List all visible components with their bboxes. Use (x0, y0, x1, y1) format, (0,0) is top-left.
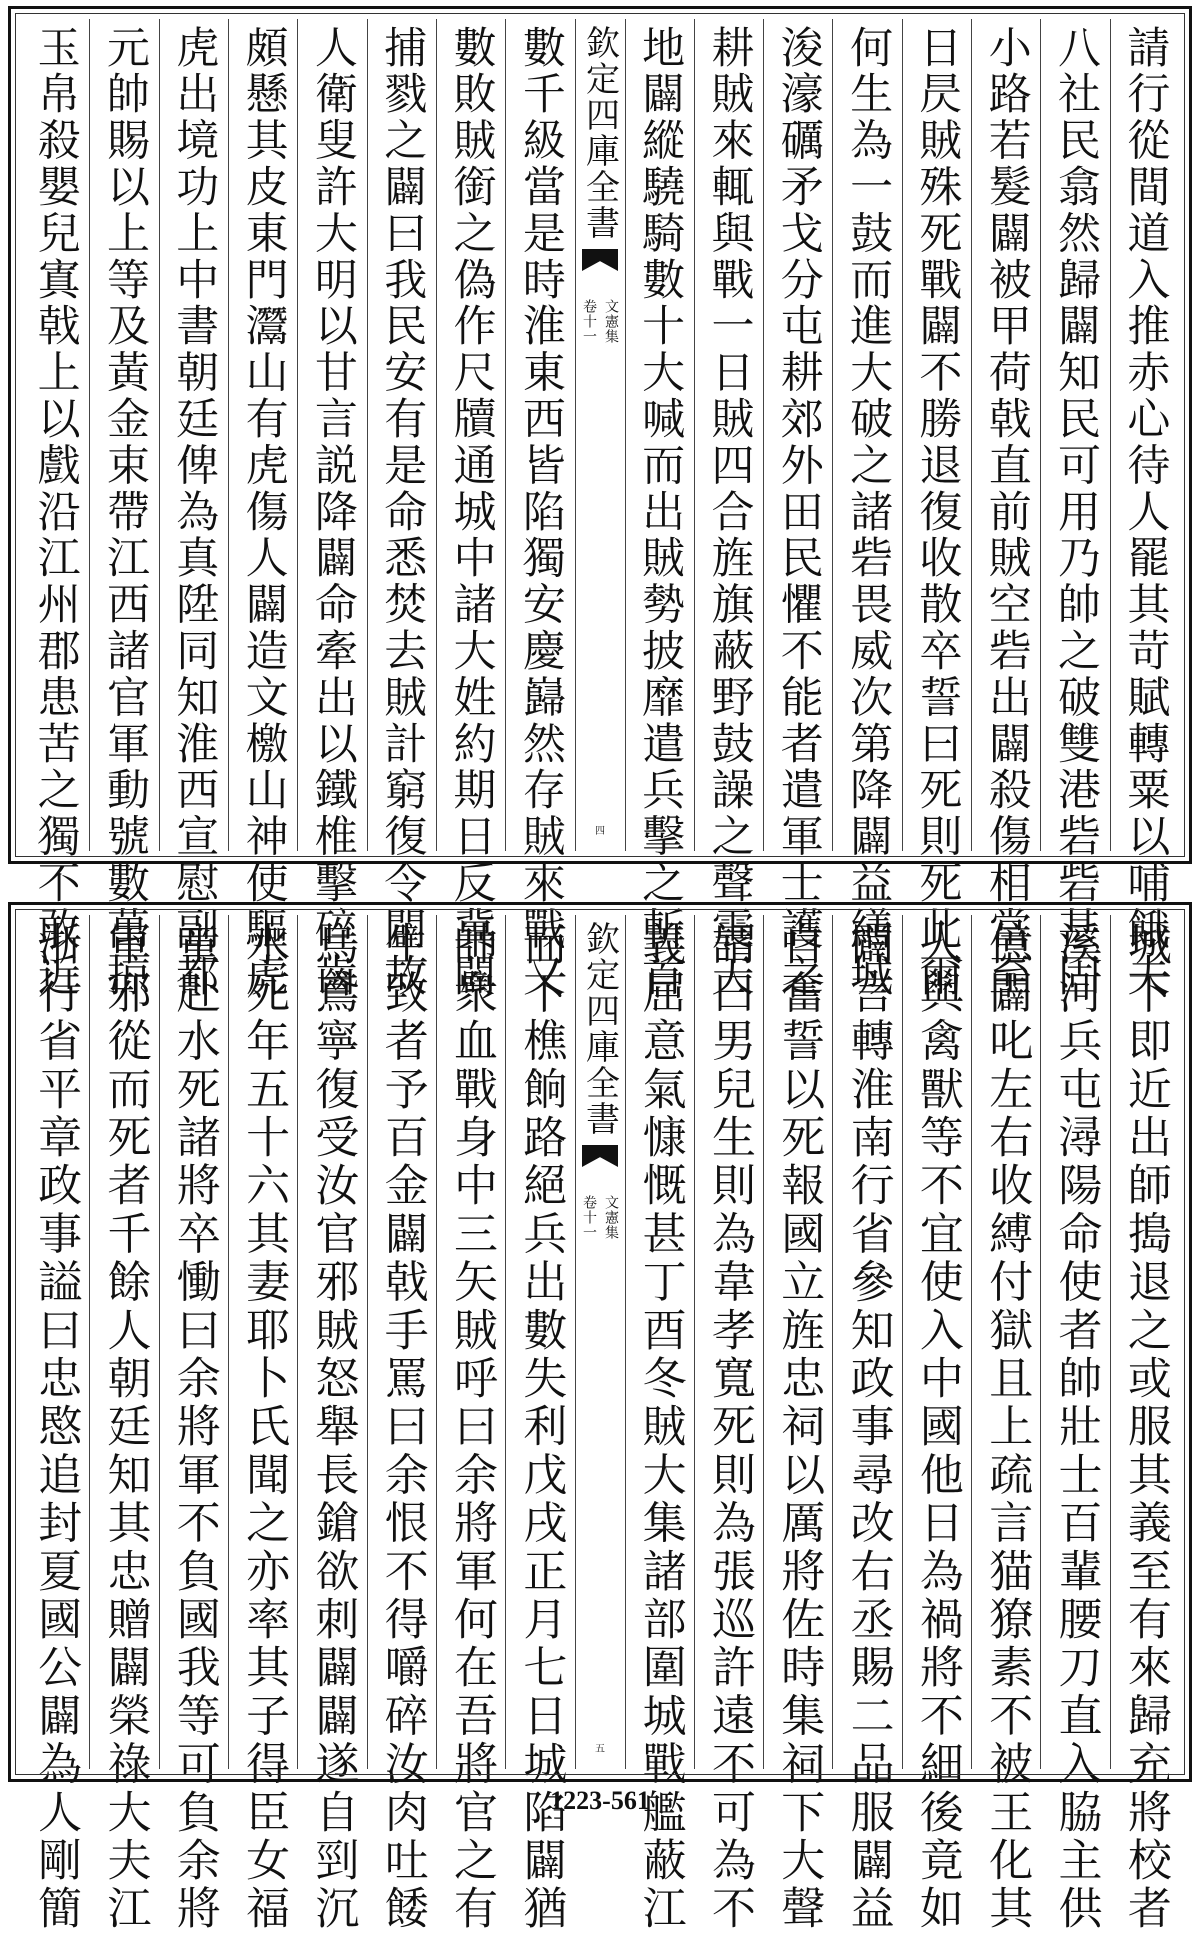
column-text: 虎出境功上中書朝廷俾為真陞同知淮西宣慰副都 (169, 25, 220, 1000)
column-text: 元帥賜以上等及黃金束帶江西諸官軍動號數萬掠 (99, 25, 150, 1000)
column-text: 而下樵餉路絕兵出數失利戊戌正月七日城陷闢猶 (515, 921, 567, 1933)
column-text: 億闢叱左右收縛付獄且上疏言猫獠素不被王化其 (981, 921, 1033, 1933)
text-column (902, 915, 971, 1933)
text-column (159, 19, 228, 1000)
fishtail-mark (582, 249, 618, 271)
text-column (89, 915, 158, 1933)
text-column (832, 19, 901, 1000)
text-column (159, 915, 228, 1933)
text-column (763, 19, 832, 1000)
fishtail-mark (582, 1145, 618, 1167)
text-column (21, 19, 89, 1000)
volume-number: 卷十一 (581, 299, 597, 344)
column-text: 地闢縱驍騎數十大喊而出賊勢披靡遣兵擊之斬首 (635, 25, 686, 1000)
text-column (763, 915, 832, 1933)
column-text: 數敗賊銜之偽作尺牘通城中諸大姓約期日反冀闢 (446, 25, 497, 1000)
text-column (625, 19, 694, 1000)
column-text: 溪河兵屯潯陽命使者帥壯士百輩腰刀直入脇主供 (1050, 921, 1102, 1933)
column-text: 浚濠礪矛戈分屯耕郊外田民懼不能者遣軍士護之 (773, 25, 824, 1000)
text-column (1040, 915, 1109, 1933)
column-text: 生致者予百金闢戟手罵曰余恨不得嚼碎汝肉吐餧 (376, 921, 428, 1933)
text-column (89, 19, 158, 1000)
folio-number: 四 (595, 826, 605, 837)
text-columns (21, 19, 1179, 1000)
text-column (367, 915, 436, 1933)
column-text: 浙行省平章政事謚曰忠愍追封夏國公闢為人剛簡 (30, 921, 82, 1933)
volume-number: 卷十一 (581, 1195, 597, 1240)
text-column (1110, 19, 1179, 1000)
volume-info (579, 299, 621, 344)
text-column (902, 19, 971, 1000)
book-title: 欽定四庫全書 (579, 921, 620, 1137)
column-text: 捕戮之闢曰我民安有是命悉焚去賊計窮復令闢故 (377, 25, 428, 1000)
column-text: 水死年五十六其妻耶卜氏聞之亦率其子得臣女福 (238, 921, 290, 1933)
text-column (297, 19, 366, 1000)
text-column (832, 915, 901, 1933)
column-text: 人與禽獸等不宜使入中國他日為禍將不細後竟如 (911, 921, 963, 1933)
column-text: 請行從間道入推赤心待人罷其苛賦轉粟以哺餓夫 (1120, 25, 1171, 1000)
column-text: 玉帛殺嬰兒寘戟上以戲沿江州郡患苦之獨不敢近 (30, 25, 81, 1000)
text-column (971, 915, 1040, 1933)
column-text: 帥衆血戰身中三矢賊呼曰余將軍何在吾將官之有 (446, 921, 498, 1933)
column-text: 耕賊來輒與戰一日賊四合旌旗蔽野鼓譟之聲震天 (704, 25, 755, 1000)
column-text: 人衛叟許大明以甘言説降闢命牽出以鐵椎擊碎齒 (307, 25, 358, 1000)
text-column (505, 915, 574, 1933)
text-column (436, 915, 505, 1933)
text-column (694, 19, 763, 1000)
page-top (8, 6, 1192, 1000)
column-text: 自奮誓以死報國立旌忠祠以厲將佐時集祠下大聲 (773, 921, 825, 1933)
text-column (1110, 915, 1179, 1933)
column-text: 小路若髮闢被甲荷戟直前賊空砦出闢殺傷相當至 (981, 25, 1032, 1000)
column-text: 城下即近出師搗退之或服其義至有來歸充將校者 (1119, 921, 1171, 1933)
column-text: 童赴水死諸將卒慟曰余將軍不負國我等可負余將 (168, 921, 220, 1933)
column-text: 謂曰男兒生則為韋孝寬死則為張巡許遠不可為不 (703, 921, 755, 1933)
volume-info (579, 1195, 621, 1240)
text-column (21, 915, 89, 1933)
text-column (228, 19, 297, 1000)
text-column (367, 19, 436, 1000)
text-column (505, 19, 574, 1000)
column-text: 軍邪從而死者千餘人朝廷知其忠贈闢榮祿大夫江 (99, 921, 151, 1933)
column-text: 日昃賊殊死戰闢不勝退復收散卒誓曰死則死此爾 (912, 25, 963, 1000)
collection-name: 文憲集 (603, 1195, 619, 1240)
page-reference: 1223-561 (550, 1786, 650, 1815)
collection-name: 文憲集 (603, 299, 619, 344)
text-column (1040, 19, 1109, 1000)
folio-number: 五 (595, 1744, 605, 1755)
center-column (575, 19, 625, 851)
text-column (228, 915, 297, 1933)
text-column (297, 915, 366, 1933)
column-text: 數千級當是時淮東西皆陷獨安慶巋然存賊來戰又 (515, 25, 566, 1000)
text-column (971, 19, 1040, 1000)
column-text: 八社民翕然歸闢知民可用乃帥之破雙港砦砦甚固 (1051, 25, 1102, 1000)
book-title: 欽定四庫全書 (579, 25, 620, 241)
text-column (436, 19, 505, 1000)
column-text: 頗懸其皮東門灊山有虎傷人闢造文檄山神使驅虎 (238, 25, 289, 1000)
center-column (575, 915, 625, 1769)
column-text: 烏鳶寧復受汝官邪賊怒舉長鎗欲刺闢闢遂自剄沉 (307, 921, 359, 1933)
text-column (694, 915, 763, 1933)
text-column (625, 915, 694, 1933)
column-text: 闢言轉淮南行省參知政事尋改右丞賜二品服闢益 (842, 921, 894, 1933)
column-text: 義屈意氣慷慨甚丁酉冬賊大集諸部圍城戰艦蔽江 (634, 921, 686, 1933)
column-text: 何生為一鼓而進大破之諸砦畏威次第降闢益繕城 (843, 25, 894, 1000)
